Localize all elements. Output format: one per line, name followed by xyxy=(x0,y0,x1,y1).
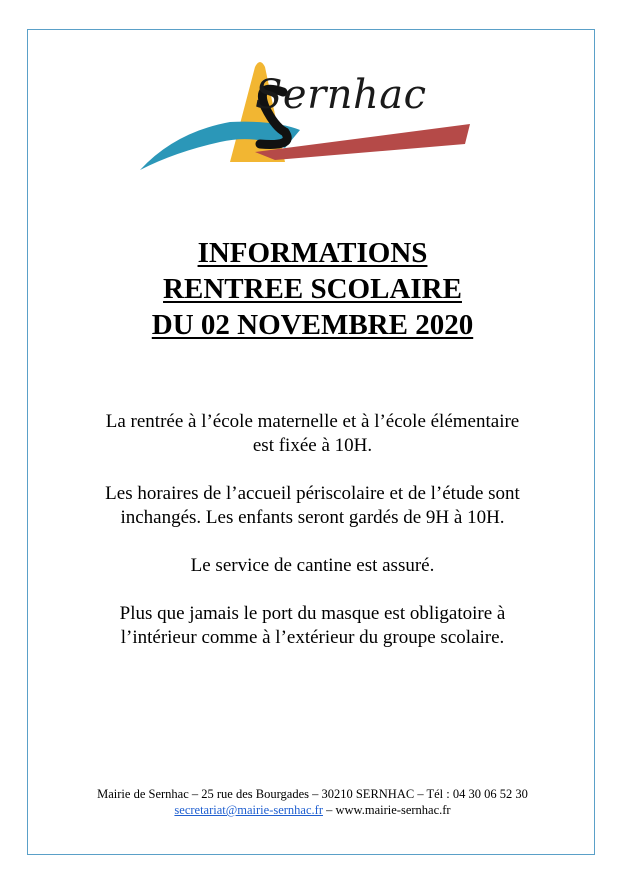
title-line-1: INFORMATIONS xyxy=(197,237,428,269)
p2-line-1: Les horaires de l’accueil périscolaire et de l’étude sont xyxy=(105,483,520,504)
p3-line-1: Le service de cantine est assuré. xyxy=(190,555,435,576)
footer xyxy=(0,786,625,818)
p1-line-1: La rentrée à l’école maternelle et à l’école élémentaire xyxy=(105,411,520,432)
announcement-body xyxy=(40,410,585,674)
footer-contact xyxy=(0,802,625,818)
page-title xyxy=(0,235,625,343)
title-line-2: RENTREE SCOLAIRE xyxy=(163,273,462,305)
p4-line-1: Plus que jamais le port du masque est obligatoire à xyxy=(119,603,506,624)
footer-separator: – xyxy=(322,803,336,817)
title-line-3: DU 02 NOVEMBRE 2020 xyxy=(151,309,474,341)
logo-text: Sernhac xyxy=(255,72,427,118)
paragraph-mask xyxy=(40,602,585,650)
p4-line-2: l’intérieur comme à l’extérieur du groupe scolaire. xyxy=(120,627,505,648)
paragraph-schedule xyxy=(40,482,585,530)
paragraph-canteen xyxy=(40,554,585,578)
p2-line-2: inchangés. Les enfants seront gardés de 9H à 10H. xyxy=(120,507,505,528)
paragraph-school-start xyxy=(40,410,585,458)
footer-address: Mairie de Sernhac – 25 rue des Bourgades – 30210 SERNHAC – Tél : 04 30 06 52 30 xyxy=(97,787,528,801)
website-text: www.mairie-sernhac.fr xyxy=(335,803,451,817)
email-link[interactable]: secretariat@mairie-sernhac.fr xyxy=(174,803,323,817)
p1-line-2: est fixée à 10H. xyxy=(252,435,373,456)
